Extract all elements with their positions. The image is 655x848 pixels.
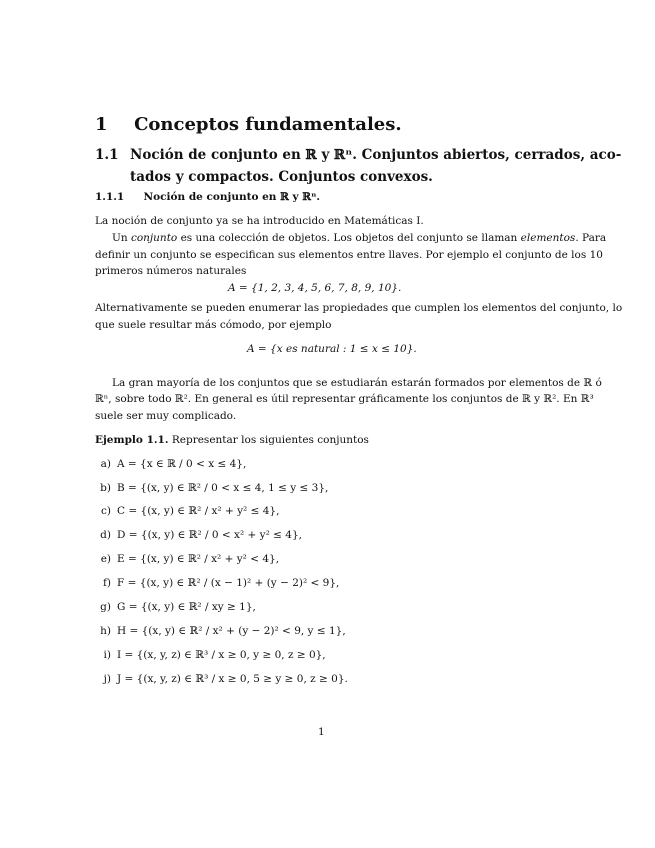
paragraph-alternative-line2: que suele resultar más cómodo, por ejemplo <box>95 319 332 331</box>
item-expression: H = {(x, y) ∈ ℝ² / x² + (y − 2)² < 9, y ≤ 1}, <box>117 625 346 637</box>
subsection-heading <box>95 144 119 166</box>
equation-set-enumerated: A = {1, 2, 3, 4, 5, 6, 7, 8, 9, 10}. <box>228 282 402 294</box>
section-heading <box>95 114 402 135</box>
example-item <box>93 482 328 494</box>
example-item <box>93 529 302 541</box>
paragraph-majority-line2: ℝⁿ, sobre todo ℝ². En general es útil representar gráficamente los conjuntos de ℝ y ℝ². En ℝ³ <box>95 393 594 405</box>
paragraph-intro: La noción de conjunto ya se ha introducido en Matemáticas I. <box>95 215 424 227</box>
subsection-title-line2: tados y compactos. Conjuntos convexos. <box>130 169 433 185</box>
subsubsection-title: Noción de conjunto en ℝ y ℝⁿ. <box>143 191 321 203</box>
equation-set-by-property: A = {x es natural : 1 ≤ x ≤ 10}. <box>247 343 417 355</box>
item-expression: D = {(x, y) ∈ ℝ² / 0 < x² + y² ≤ 4}, <box>117 529 302 541</box>
example-text: Representar los siguientes conjuntos <box>171 434 369 446</box>
item-expression: F = {(x, y) ∈ ℝ² / (x − 1)² + (y − 2)² < 9}, <box>117 577 340 589</box>
paragraph-definition-line1 <box>112 232 606 244</box>
item-label: d) <box>100 529 111 541</box>
subsection-number: 1.1 <box>95 147 119 163</box>
paragraph-majority-line1: La gran mayoría de los conjuntos que se estudiarán estarán formados por elementos de ℝ ó <box>112 377 602 389</box>
subsection-title-line1: Noción de conjunto en ℝ y ℝⁿ. Conjuntos abiertos, cerrados, aco- <box>130 147 622 163</box>
subsection-title <box>130 144 621 188</box>
subsubsection-heading <box>95 191 320 203</box>
item-label: c) <box>101 505 111 517</box>
text-run: es una colección de objetos. Los objetos del conjunto se llaman <box>177 232 521 244</box>
example-label: Ejemplo 1.1. <box>95 434 169 446</box>
text-run: Un <box>112 232 131 244</box>
example-item <box>93 601 256 613</box>
section-title: Conceptos fundamentales. <box>134 114 402 135</box>
item-label: e) <box>100 553 111 565</box>
item-label: h) <box>100 625 111 637</box>
item-expression: A = {x ∈ ℝ / 0 < x ≤ 4}, <box>117 458 247 470</box>
text-run: . Para <box>575 232 607 244</box>
paragraph-definition-line2: definir un conjunto se especifican sus elementos entre llaves. Por ejemplo el conjunto de los 10 <box>95 249 603 261</box>
example-item <box>93 673 348 685</box>
item-label: i) <box>103 649 111 661</box>
example-item <box>93 649 326 661</box>
section-number: 1 <box>95 114 108 135</box>
subsubsection-number: 1.1.1 <box>95 191 125 203</box>
emphasis-elementos: elementos <box>520 232 576 244</box>
item-label: f) <box>103 577 111 589</box>
item-expression: C = {(x, y) ∈ ℝ² / x² + y² ≤ 4}, <box>117 505 280 517</box>
example-item <box>93 553 279 565</box>
item-label: j) <box>103 673 111 685</box>
page-number: 1 <box>318 726 325 738</box>
emphasis-conjunto: conjunto <box>130 232 178 244</box>
item-expression: J = {(x, y, z) ∈ ℝ³ / x ≥ 0, 5 ≥ y ≥ 0, z ≥ 0}. <box>117 673 348 685</box>
item-expression: I = {(x, y, z) ∈ ℝ³ / x ≥ 0, y ≥ 0, z ≥ 0}, <box>117 649 326 661</box>
item-label: g) <box>100 601 111 613</box>
example-item <box>93 625 346 637</box>
paragraph-majority-line3: suele ser muy complicado. <box>95 410 237 422</box>
paragraph-alternative-line1: Alternativamente se pueden enumerar las propiedades que cumplen los elementos del conjunto, lo <box>95 302 623 314</box>
item-label: a) <box>100 458 111 470</box>
example-item <box>93 458 246 470</box>
example-item <box>93 577 339 589</box>
example-heading <box>95 434 369 446</box>
item-label: b) <box>100 482 111 494</box>
item-expression: E = {(x, y) ∈ ℝ² / x² + y² < 4}, <box>117 553 280 565</box>
paragraph-definition-line3: primeros números naturales <box>95 265 247 277</box>
item-expression: B = {(x, y) ∈ ℝ² / 0 < x ≤ 4, 1 ≤ y ≤ 3}, <box>117 482 329 494</box>
example-item <box>93 505 279 517</box>
item-expression: G = {(x, y) ∈ ℝ² / xy ≥ 1}, <box>117 601 256 613</box>
